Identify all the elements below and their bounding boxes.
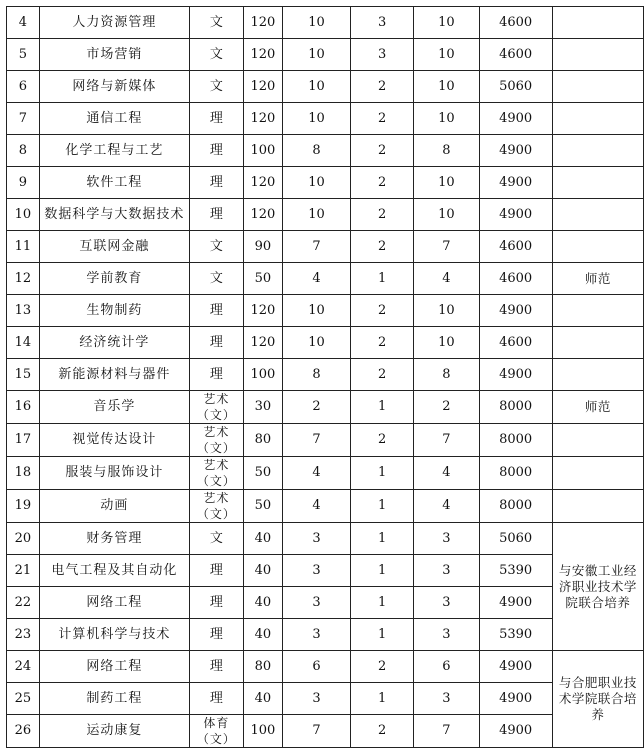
row-number-cell: 19 [7, 490, 40, 523]
category-text: 理 [209, 626, 223, 642]
quota-a-cell: 10 [282, 327, 350, 359]
quota-a-cell: 10 [282, 7, 350, 39]
enrollment-total-cell: 120 [243, 167, 282, 199]
category-text: 文 [209, 238, 223, 254]
tuition-cell: 5390 [479, 619, 552, 651]
category-cell [189, 651, 243, 683]
row-number-cell: 12 [7, 263, 40, 295]
row-number-cell: 23 [7, 619, 40, 651]
table-row [7, 359, 644, 391]
row-number-cell: 16 [7, 391, 40, 424]
major-name-cell: 新能源材料与器件 [39, 359, 189, 391]
category-cell [189, 263, 243, 295]
category-cell [189, 231, 243, 263]
quota-c-cell: 4 [414, 490, 479, 523]
quota-c-cell: 10 [414, 199, 479, 231]
major-name-cell: 财务管理 [39, 523, 189, 555]
quota-c-cell: 3 [414, 587, 479, 619]
quota-b-cell: 3 [351, 39, 414, 71]
category-cell [189, 71, 243, 103]
category-cell [189, 39, 243, 71]
major-name-cell: 计算机科学与技术 [39, 619, 189, 651]
table-row [7, 135, 644, 167]
quota-b-cell: 1 [351, 619, 414, 651]
quota-c-cell: 7 [414, 424, 479, 457]
category-cell [189, 490, 243, 523]
quota-a-cell: 4 [282, 457, 350, 490]
tuition-cell: 4900 [479, 295, 552, 327]
quota-a-cell: 6 [282, 651, 350, 683]
table-row [7, 683, 644, 715]
quota-b-cell: 1 [351, 490, 414, 523]
quota-c-cell: 10 [414, 7, 479, 39]
enrollment-total-cell: 100 [243, 135, 282, 167]
quota-b-cell: 2 [351, 715, 414, 748]
table-row [7, 263, 644, 295]
table-row [7, 424, 644, 457]
major-name-cell: 运动康复 [39, 715, 189, 748]
tuition-cell: 4600 [479, 327, 552, 359]
table-row [7, 490, 644, 523]
major-name-cell: 网络工程 [39, 651, 189, 683]
category-text: 理 [209, 562, 223, 578]
major-name-cell: 互联网金融 [39, 231, 189, 263]
remark-cell [552, 424, 643, 457]
major-name-cell: 网络与新媒体 [39, 71, 189, 103]
enrollment-total-cell: 120 [243, 39, 282, 71]
table-row [7, 457, 644, 490]
category-text: 艺术 [203, 392, 230, 406]
quota-a-cell: 10 [282, 103, 350, 135]
tuition-cell: 4900 [479, 683, 552, 715]
quota-b-cell: 2 [351, 167, 414, 199]
tuition-cell: 4900 [479, 199, 552, 231]
tuition-cell: 4900 [479, 651, 552, 683]
row-number-cell: 26 [7, 715, 40, 748]
enrollment-total-cell: 50 [243, 490, 282, 523]
table-row [7, 619, 644, 651]
major-name-cell: 视觉传达设计 [39, 424, 189, 457]
tuition-cell: 4900 [479, 103, 552, 135]
remark-cell: 与合肥职业技术学院联合培养 [552, 651, 643, 748]
enrollment-total-cell: 40 [243, 619, 282, 651]
remark-cell [552, 231, 643, 263]
quota-c-cell: 10 [414, 327, 479, 359]
quota-a-cell: 10 [282, 71, 350, 103]
major-name-cell: 服装与服饰设计 [39, 457, 189, 490]
enrollment-total-cell: 40 [243, 683, 282, 715]
quota-a-cell: 4 [282, 490, 350, 523]
category-cell [189, 619, 243, 651]
tuition-cell: 4600 [479, 7, 552, 39]
major-name-cell: 生物制药 [39, 295, 189, 327]
row-number-cell: 6 [7, 71, 40, 103]
quota-b-cell: 1 [351, 587, 414, 619]
remark-cell [552, 103, 643, 135]
quota-b-cell: 1 [351, 523, 414, 555]
category-cell [189, 359, 243, 391]
quota-a-cell: 7 [282, 715, 350, 748]
major-name-cell: 动画 [39, 490, 189, 523]
table-row [7, 295, 644, 327]
remark-cell [552, 457, 643, 490]
table-row [7, 7, 644, 39]
quota-b-cell: 2 [351, 135, 414, 167]
quota-a-cell: 2 [282, 391, 350, 424]
quota-c-cell: 6 [414, 651, 479, 683]
quota-b-cell: 2 [351, 651, 414, 683]
table-row [7, 231, 644, 263]
category-cell [189, 587, 243, 619]
row-number-cell: 10 [7, 199, 40, 231]
row-number-cell: 9 [7, 167, 40, 199]
remark-cell: 师范 [552, 263, 643, 295]
table-row [7, 391, 644, 424]
row-number-cell: 8 [7, 135, 40, 167]
category-text: 理 [209, 302, 223, 318]
quota-a-cell: 3 [282, 619, 350, 651]
major-name-cell: 网络工程 [39, 587, 189, 619]
row-number-cell: 7 [7, 103, 40, 135]
table-row [7, 39, 644, 71]
row-number-cell: 5 [7, 39, 40, 71]
enrollment-total-cell: 80 [243, 651, 282, 683]
row-number-cell: 21 [7, 555, 40, 587]
remark-cell [552, 71, 643, 103]
remark-cell [552, 490, 643, 523]
enrollment-total-cell: 100 [243, 715, 282, 748]
quota-a-cell: 4 [282, 263, 350, 295]
major-name-cell: 学前教育 [39, 263, 189, 295]
table-body [7, 7, 644, 748]
quota-a-cell: 3 [282, 523, 350, 555]
enrollment-total-cell: 40 [243, 587, 282, 619]
quota-b-cell: 2 [351, 103, 414, 135]
quota-c-cell: 7 [414, 715, 479, 748]
category-text: 艺术 [203, 425, 230, 439]
remark-cell: 与安徽工业经济职业技术学院联合培养 [552, 523, 643, 651]
quota-b-cell: 1 [351, 555, 414, 587]
quota-a-cell: 10 [282, 167, 350, 199]
quota-a-cell: 7 [282, 424, 350, 457]
quota-c-cell: 2 [414, 391, 479, 424]
major-name-cell: 数据科学与大数据技术 [39, 199, 189, 231]
tuition-cell: 4900 [479, 715, 552, 748]
category-text: （文） [196, 507, 236, 521]
category-cell [189, 683, 243, 715]
tuition-cell: 4900 [479, 135, 552, 167]
major-name-cell: 市场营销 [39, 39, 189, 71]
remark-cell [552, 295, 643, 327]
enrollment-total-cell: 100 [243, 359, 282, 391]
enrollment-total-cell: 120 [243, 7, 282, 39]
quota-c-cell: 8 [414, 359, 479, 391]
category-cell [189, 7, 243, 39]
tuition-cell: 8000 [479, 424, 552, 457]
remark-cell [552, 7, 643, 39]
quota-b-cell: 1 [351, 391, 414, 424]
row-number-cell: 13 [7, 295, 40, 327]
table-row [7, 199, 644, 231]
row-number-cell: 17 [7, 424, 40, 457]
category-cell [189, 103, 243, 135]
major-name-cell: 化学工程与工艺 [39, 135, 189, 167]
category-cell [189, 167, 243, 199]
tuition-cell: 4900 [479, 167, 552, 199]
remark-cell [552, 167, 643, 199]
quota-a-cell: 3 [282, 587, 350, 619]
category-text: 文 [209, 14, 223, 30]
category-cell [189, 555, 243, 587]
table-row [7, 587, 644, 619]
table-row [7, 71, 644, 103]
enrollment-total-cell: 40 [243, 523, 282, 555]
enrollment-total-cell: 80 [243, 424, 282, 457]
tuition-cell: 4600 [479, 39, 552, 71]
category-text: （文） [196, 408, 236, 422]
quota-b-cell: 2 [351, 199, 414, 231]
category-cell [189, 295, 243, 327]
category-cell [189, 327, 243, 359]
table-row [7, 103, 644, 135]
tuition-cell: 8000 [479, 391, 552, 424]
category-text: 文 [209, 530, 223, 546]
tuition-cell: 4600 [479, 263, 552, 295]
quota-b-cell: 2 [351, 295, 414, 327]
quota-b-cell: 2 [351, 327, 414, 359]
quota-a-cell: 10 [282, 39, 350, 71]
quota-b-cell: 2 [351, 359, 414, 391]
enrollment-table [6, 6, 644, 748]
quota-c-cell: 10 [414, 167, 479, 199]
category-text: 艺术 [203, 491, 230, 505]
quota-c-cell: 10 [414, 71, 479, 103]
row-number-cell: 24 [7, 651, 40, 683]
category-cell [189, 523, 243, 555]
row-number-cell: 22 [7, 587, 40, 619]
tuition-cell: 5060 [479, 71, 552, 103]
category-cell [189, 135, 243, 167]
category-cell [189, 424, 243, 457]
quota-c-cell: 3 [414, 683, 479, 715]
major-name-cell: 音乐学 [39, 391, 189, 424]
quota-b-cell: 3 [351, 7, 414, 39]
table-row [7, 167, 644, 199]
row-number-cell: 15 [7, 359, 40, 391]
major-name-cell: 人力资源管理 [39, 7, 189, 39]
category-text: 理 [209, 110, 223, 126]
enrollment-total-cell: 30 [243, 391, 282, 424]
tuition-cell: 4600 [479, 231, 552, 263]
quota-a-cell: 8 [282, 359, 350, 391]
category-text: 理 [209, 334, 223, 350]
table-row [7, 555, 644, 587]
category-text: （文） [196, 441, 236, 455]
remark-cell [552, 359, 643, 391]
row-number-cell: 14 [7, 327, 40, 359]
category-text: 文 [209, 78, 223, 94]
table-row [7, 651, 644, 683]
quota-b-cell: 2 [351, 424, 414, 457]
category-text: 理 [209, 658, 223, 674]
category-text: 理 [209, 594, 223, 610]
enrollment-total-cell: 120 [243, 71, 282, 103]
category-text: 理 [209, 174, 223, 190]
tuition-cell: 4900 [479, 587, 552, 619]
enrollment-total-cell: 120 [243, 199, 282, 231]
quota-a-cell: 3 [282, 555, 350, 587]
major-name-cell: 通信工程 [39, 103, 189, 135]
category-text: （文） [196, 732, 236, 746]
category-text: 艺术 [203, 458, 230, 472]
enrollment-total-cell: 120 [243, 103, 282, 135]
category-text: 理 [209, 690, 223, 706]
category-text: 体育 [203, 716, 230, 730]
category-cell [189, 199, 243, 231]
category-cell [189, 457, 243, 490]
quota-c-cell: 10 [414, 295, 479, 327]
remark-cell [552, 135, 643, 167]
remark-cell: 师范 [552, 391, 643, 424]
quota-a-cell: 10 [282, 295, 350, 327]
row-number-cell: 11 [7, 231, 40, 263]
enrollment-total-cell: 120 [243, 327, 282, 359]
tuition-cell: 4900 [479, 359, 552, 391]
quota-c-cell: 3 [414, 619, 479, 651]
quota-a-cell: 7 [282, 231, 350, 263]
table-row [7, 715, 644, 748]
quota-c-cell: 3 [414, 523, 479, 555]
quota-c-cell: 7 [414, 231, 479, 263]
row-number-cell: 25 [7, 683, 40, 715]
enrollment-total-cell: 50 [243, 457, 282, 490]
category-text: 理 [209, 142, 223, 158]
enrollment-total-cell: 50 [243, 263, 282, 295]
quota-c-cell: 4 [414, 263, 479, 295]
quota-c-cell: 10 [414, 39, 479, 71]
enrollment-total-cell: 90 [243, 231, 282, 263]
tuition-cell: 8000 [479, 490, 552, 523]
remark-cell [552, 327, 643, 359]
major-name-cell: 制药工程 [39, 683, 189, 715]
quota-b-cell: 1 [351, 683, 414, 715]
quota-c-cell: 3 [414, 555, 479, 587]
category-text: 理 [209, 206, 223, 222]
remark-cell [552, 39, 643, 71]
table-row [7, 327, 644, 359]
category-text: （文） [196, 474, 236, 488]
quota-a-cell: 3 [282, 683, 350, 715]
quota-a-cell: 8 [282, 135, 350, 167]
quota-c-cell: 8 [414, 135, 479, 167]
enrollment-total-cell: 120 [243, 295, 282, 327]
tuition-cell: 5060 [479, 523, 552, 555]
row-number-cell: 20 [7, 523, 40, 555]
category-cell [189, 391, 243, 424]
major-name-cell: 软件工程 [39, 167, 189, 199]
tuition-cell: 5390 [479, 555, 552, 587]
major-name-cell: 经济统计学 [39, 327, 189, 359]
category-text: 理 [209, 366, 223, 382]
quota-c-cell: 4 [414, 457, 479, 490]
quota-b-cell: 1 [351, 263, 414, 295]
category-cell [189, 715, 243, 748]
enrollment-total-cell: 40 [243, 555, 282, 587]
quota-b-cell: 2 [351, 71, 414, 103]
tuition-cell: 8000 [479, 457, 552, 490]
remark-cell [552, 199, 643, 231]
row-number-cell: 18 [7, 457, 40, 490]
category-text: 文 [209, 270, 223, 286]
major-name-cell: 电气工程及其自动化 [39, 555, 189, 587]
quota-b-cell: 2 [351, 231, 414, 263]
row-number-cell: 4 [7, 7, 40, 39]
table-row [7, 523, 644, 555]
quota-c-cell: 10 [414, 103, 479, 135]
quota-b-cell: 1 [351, 457, 414, 490]
category-text: 文 [209, 46, 223, 62]
quota-a-cell: 10 [282, 199, 350, 231]
